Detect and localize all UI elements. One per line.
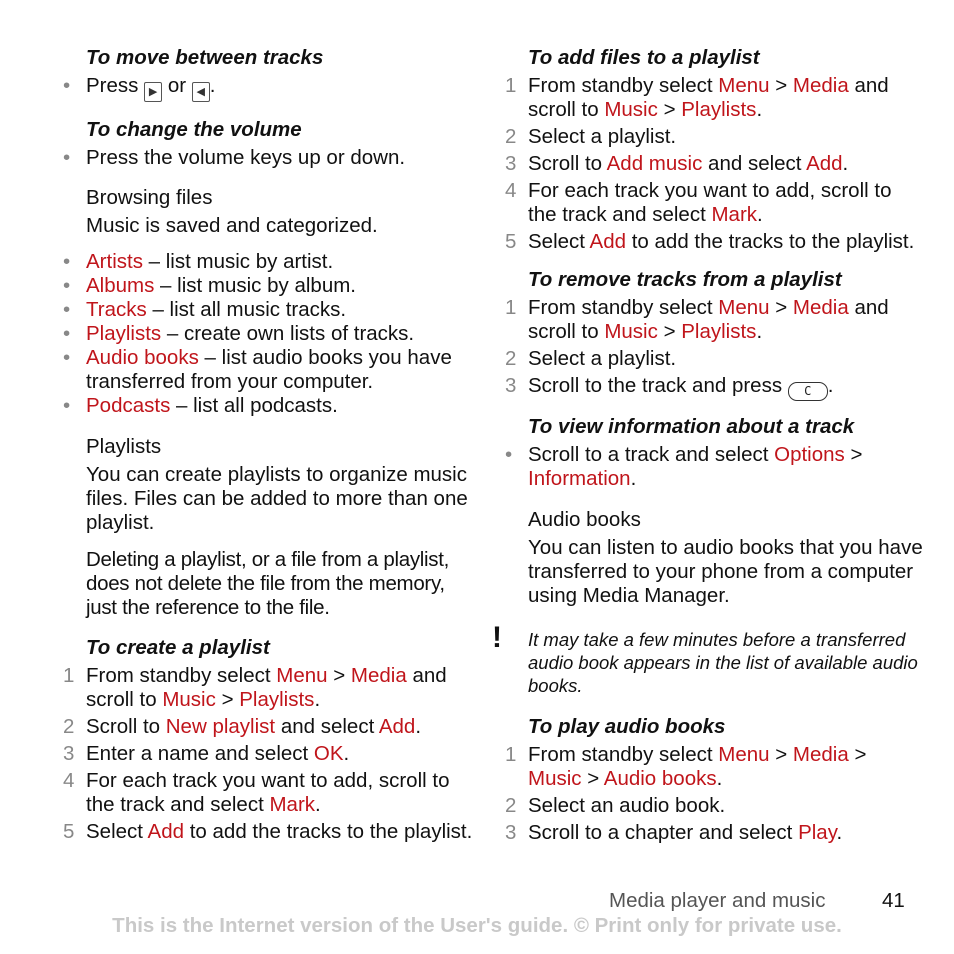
footer-disclaimer: This is the Internet version of the User's guide. © Print only for private use. bbox=[112, 914, 842, 937]
next-track-key-icon: ▶ bbox=[144, 82, 162, 102]
left-column bbox=[63, 46, 473, 847]
step-item: 2 Select an audio book. bbox=[505, 794, 726, 817]
browsing-intro: Music is saved and categorized. bbox=[86, 214, 378, 237]
play-audio-heading: To play audio books bbox=[528, 715, 726, 738]
playlists-heading: Playlists bbox=[86, 435, 162, 458]
step-item: 3 Scroll to the track and press C . bbox=[505, 374, 925, 401]
step-item: 3 Enter a name and select OK. bbox=[63, 742, 350, 765]
step-item: 1 From standby select Menu > Media and scroll to Music > Playlists. bbox=[505, 74, 889, 121]
browsing-list bbox=[63, 250, 473, 418]
move-tracks-heading: To move between tracks bbox=[86, 46, 324, 69]
list-item: • Albums – list music by album. bbox=[63, 274, 473, 298]
clear-key-icon: C bbox=[788, 382, 828, 401]
add-files-heading: To add files to a playlist bbox=[528, 46, 760, 69]
view-info-heading: To view information about a track bbox=[528, 415, 855, 438]
previous-track-key-icon: ◀ bbox=[192, 82, 210, 102]
list-item: • Audio books – list audio books you have transferred from your computer. bbox=[63, 346, 473, 394]
create-playlist-heading: To create a playlist bbox=[86, 636, 270, 659]
step-item: 2 Select a playlist. bbox=[505, 125, 677, 148]
view-info-list bbox=[505, 443, 925, 491]
playlists-paragraph-2: Deleting a playlist, or a file from a playlist, does not delete the file from the memory, just the reference to the file. bbox=[86, 548, 450, 619]
page-number: 41 bbox=[882, 889, 905, 912]
list-item: • Press the volume keys up or down. bbox=[63, 146, 473, 170]
change-volume-heading: To change the volume bbox=[86, 118, 302, 141]
warning-icon: ! bbox=[492, 621, 502, 654]
step-item: 1 From standby select Menu > Media > Music > Audio books. bbox=[505, 743, 867, 790]
list-item: • Artists – list music by artist. bbox=[63, 250, 473, 274]
right-column bbox=[492, 46, 925, 848]
audio-books-paragraph: You can listen to audio books that you have transferred to your phone from a computer using Media Manager. bbox=[528, 536, 923, 607]
move-tracks-list bbox=[63, 74, 473, 102]
step-item: 5 Select Add to add the tracks to the playlist. bbox=[505, 230, 915, 253]
step-item: 2 Select a playlist. bbox=[505, 347, 677, 370]
list-item: • Scroll to a track and select Options > Information. bbox=[505, 443, 925, 491]
step-item: 3 Scroll to a chapter and select Play. bbox=[505, 821, 843, 844]
step-item: 1 From standby select Menu > Media and scroll to Music > Playlists. bbox=[63, 664, 447, 711]
note bbox=[492, 621, 925, 697]
play-audio-steps bbox=[505, 743, 925, 845]
list-item: • Press ▶ or ◀ . bbox=[63, 74, 473, 102]
footer-section-title: Media player and music bbox=[609, 889, 826, 912]
note-text: It may take a few minutes before a transferred audio book appears in the list of available audio books. bbox=[528, 629, 918, 696]
change-volume-list bbox=[63, 146, 473, 170]
step-item: 5 Select Add to add the tracks to the playlist. bbox=[63, 820, 473, 843]
step-item: 3 Scroll to Add music and select Add. bbox=[505, 152, 849, 175]
list-item: • Podcasts – list all podcasts. bbox=[63, 394, 473, 418]
browsing-files-heading: Browsing files bbox=[86, 186, 213, 209]
audio-books-heading: Audio books bbox=[528, 508, 641, 531]
step-item: 2 Scroll to New playlist and select Add. bbox=[63, 715, 422, 738]
playlists-paragraph-1: You can create playlists to organize music files. Files can be added to more than one playlist. bbox=[86, 463, 468, 534]
step-item: 4 For each track you want to add, scroll to the track and select Mark. bbox=[505, 179, 892, 226]
add-files-steps bbox=[505, 74, 925, 254]
list-item: • Tracks – list all music tracks. bbox=[63, 298, 473, 322]
remove-tracks-steps bbox=[505, 296, 925, 401]
create-playlist-steps bbox=[63, 664, 473, 844]
list-item: • Playlists – create own lists of tracks. bbox=[63, 322, 473, 346]
remove-tracks-heading: To remove tracks from a playlist bbox=[528, 268, 842, 291]
step-item: 4 For each track you want to add, scroll to the track and select Mark. bbox=[63, 769, 450, 816]
step-item: 1 From standby select Menu > Media and scroll to Music > Playlists. bbox=[505, 296, 889, 343]
